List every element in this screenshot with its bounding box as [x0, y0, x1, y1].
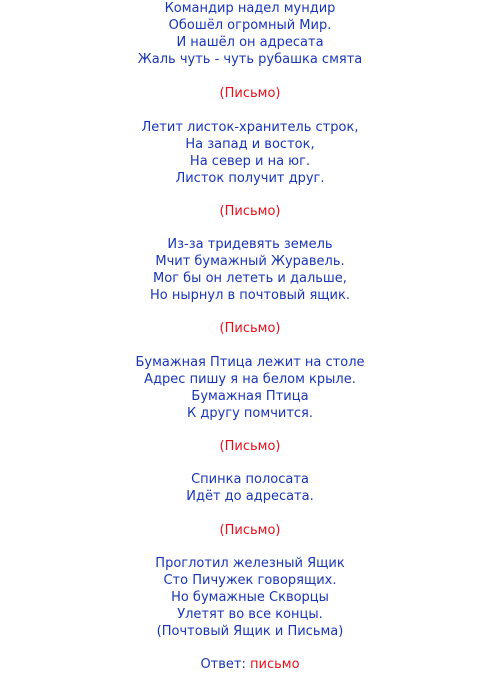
riddle-stanza-6 — [0, 555, 500, 640]
riddle-stanza-3 — [0, 236, 500, 304]
verse-line: Адрес пишу я на белом крыле. — [144, 372, 356, 387]
verse-line: Спинка полосата — [191, 472, 309, 487]
verse-line: Но бумажные Скворцы — [171, 590, 329, 605]
verse-line: На север и на юг. — [189, 154, 311, 169]
verse-line: Проглотил железный Ящик — [155, 556, 345, 571]
verse-line: И нашёл он адресата — [176, 35, 324, 50]
verse-line: Бумажная Птица лежит на столе — [135, 355, 365, 370]
answer-refrain-2: (Письмо) — [219, 204, 281, 219]
verse-line: Жаль чуть - чуть рубашка смята — [137, 52, 363, 67]
verse-line: Мог бы он лететь и дальше, — [153, 271, 347, 286]
answer-refrain-3: (Письмо) — [219, 321, 281, 336]
verse-line: Идёт до адресата. — [186, 489, 314, 504]
verse-line: Обошёл огромный Мир. — [168, 18, 332, 33]
riddle-stanza-1 — [0, 0, 500, 68]
answer-refrain-5: (Письмо) — [219, 523, 281, 538]
riddle-stanza-4 — [0, 354, 500, 422]
verse-line: Бумажная Птица — [191, 389, 309, 404]
answer-value: письмо — [250, 657, 300, 672]
verse-line: Мчит бумажный Журавель. — [155, 254, 345, 269]
verse-line: Но нырнул в почтовый ящик. — [150, 288, 350, 303]
answer-refrain-1: (Письмо) — [219, 86, 281, 101]
verse-line: Сто Пичужек говорящих. — [163, 573, 337, 588]
answer-label: Ответ: — [200, 657, 246, 672]
verse-line: (Почтовый Ящик и Письма) — [156, 624, 344, 639]
final-answer — [0, 656, 500, 673]
verse-line: К другу помчится. — [186, 406, 313, 421]
verse-line: Командир надел мундир — [164, 1, 336, 16]
riddle-stanza-2 — [0, 119, 500, 187]
verse-line: Летит листок-хранитель строк, — [141, 120, 359, 135]
riddle-stanza-5 — [0, 471, 500, 505]
verse-line: Листок получит друг. — [175, 171, 325, 186]
answer-refrain-4: (Письмо) — [219, 439, 281, 454]
verse-line: На запад и восток, — [185, 137, 315, 152]
verse-line: Улетят во все концы. — [177, 607, 323, 622]
verse-line: Из-за тридевять земель — [167, 237, 333, 252]
